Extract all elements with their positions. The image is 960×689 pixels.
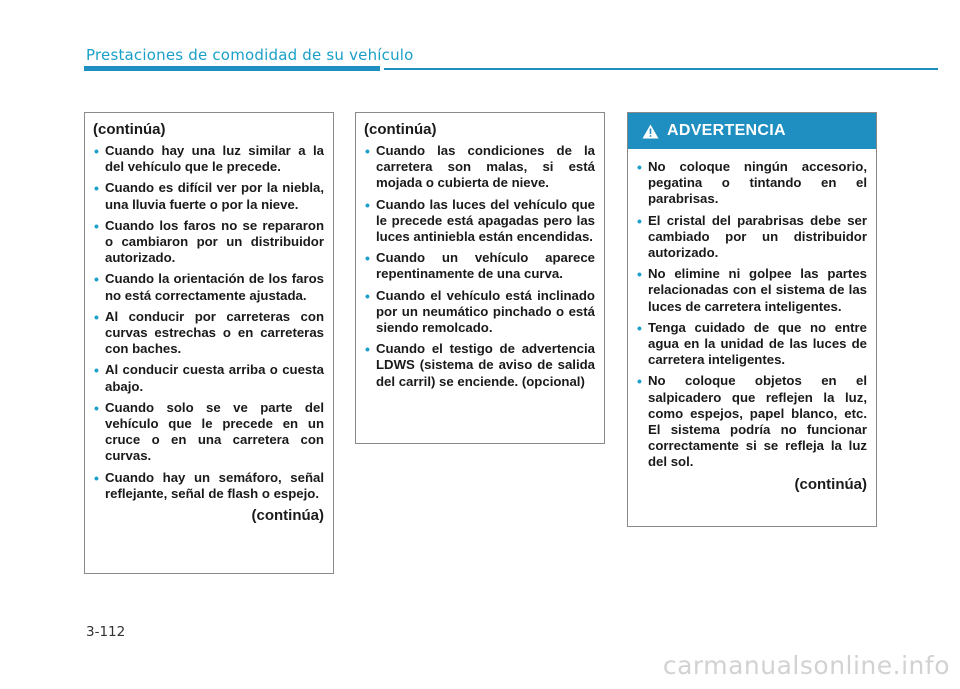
list-item: • Cuando hay un semáforo, señal reflejante, señal de flash o espejo. [94, 469, 324, 501]
bullet-list [636, 159, 867, 471]
watermark: carmanualsonline.info [662, 651, 950, 680]
bullet-icon: • [94, 217, 99, 234]
continued-box-left [84, 112, 334, 574]
bullet-icon: • [637, 212, 642, 229]
list-item: • El cristal del parabrisas debe ser cambiado por un distribuidor autorizado. [637, 212, 867, 261]
list-item: • Cuando hay una luz similar a la del vehículo que le precede. [94, 143, 324, 175]
header-rule-thick [84, 66, 380, 71]
bullet-icon: • [94, 308, 99, 325]
bullet-icon: • [365, 143, 370, 159]
warning-header [628, 113, 876, 149]
list-item: • Cuando las condiciones de la carretera son malas, si está mojada o cubierta de nieve. [365, 143, 595, 191]
bullet-icon: • [637, 319, 642, 336]
bullet-icon: • [365, 341, 370, 358]
bullet-icon: • [94, 143, 99, 159]
header-rule-thin [384, 68, 938, 70]
page-number: 3-112 [86, 624, 126, 640]
list-item: • Al conducir cuesta arriba o cuesta abajo. [94, 362, 324, 394]
bullet-icon: • [94, 271, 99, 288]
continued-label: (continúa) [251, 507, 324, 525]
list-item: • Cuando un vehículo aparece repentinamente de una curva. [365, 250, 595, 282]
list-item: • Cuando los faros no se repararon o cambiaron por un distribuidor autorizado. [94, 217, 324, 266]
list-item: • Tenga cuidado de que no entre agua en la unidad de las luces de carretera inteligentes. [637, 319, 867, 368]
bullet-icon: • [94, 399, 99, 416]
box-heading: (continúa) [364, 121, 437, 138]
list-item: • Cuando solo se ve parte del vehículo que le precede en un cruce o en una carretera con curvas. [94, 399, 324, 464]
list-item: • No coloque objetos en el salpicadero que reflejen la luz, como espejos, papel blanco, etc. El sistema podría no funcionar correctamente si se refleja la luz del sol. [637, 373, 867, 470]
bullet-icon: • [94, 362, 99, 379]
continued-box-middle [355, 112, 605, 444]
list-item: • No elimine ni golpee las partes relacionadas con el sistema de las luces de carretera inteligentes. [637, 266, 867, 314]
section-title: Prestaciones de comodidad de su vehículo [86, 46, 414, 64]
continued-label: (continúa) [794, 475, 867, 493]
list-item: • Cuando es difícil ver por la niebla, una lluvia fuerte o por la nieve. [94, 180, 324, 212]
warning-box [627, 112, 877, 527]
bullet-icon: • [637, 373, 642, 390]
list-item: • Cuando el vehículo está inclinado por un neumático pinchado o está siendo remolcado. [365, 287, 595, 336]
list-item: • No coloque ningún accesorio, pegatina o tintando en el parabrisas. [637, 159, 867, 207]
list-item: • Cuando las luces del vehículo que le precede está apagadas pero las luces antiniebla están encendidas. [365, 196, 595, 245]
list-item: • Cuando la orientación de los faros no está correctamente ajustada. [94, 271, 324, 303]
list-item: • Al conducir por carreteras con curvas estrechas o en carreteras con baches. [94, 308, 324, 357]
bullet-list [93, 143, 324, 502]
bullet-icon: • [637, 266, 642, 283]
bullet-icon: • [94, 469, 99, 486]
box-heading: (continúa) [93, 121, 166, 138]
bullet-icon: • [637, 159, 642, 175]
bullet-icon: • [365, 250, 370, 267]
warning-triangle-icon [642, 124, 659, 139]
bullet-list [364, 143, 595, 390]
warning-title: ADVERTENCIA [667, 122, 786, 139]
warning-body [628, 149, 876, 493]
bullet-icon: • [365, 196, 370, 213]
list-item: • Cuando el testigo de advertencia LDWS (sistema de aviso de salida del carril) se enciende. (opcional) [365, 341, 595, 389]
bullet-icon: • [94, 180, 99, 197]
bullet-icon: • [365, 287, 370, 304]
